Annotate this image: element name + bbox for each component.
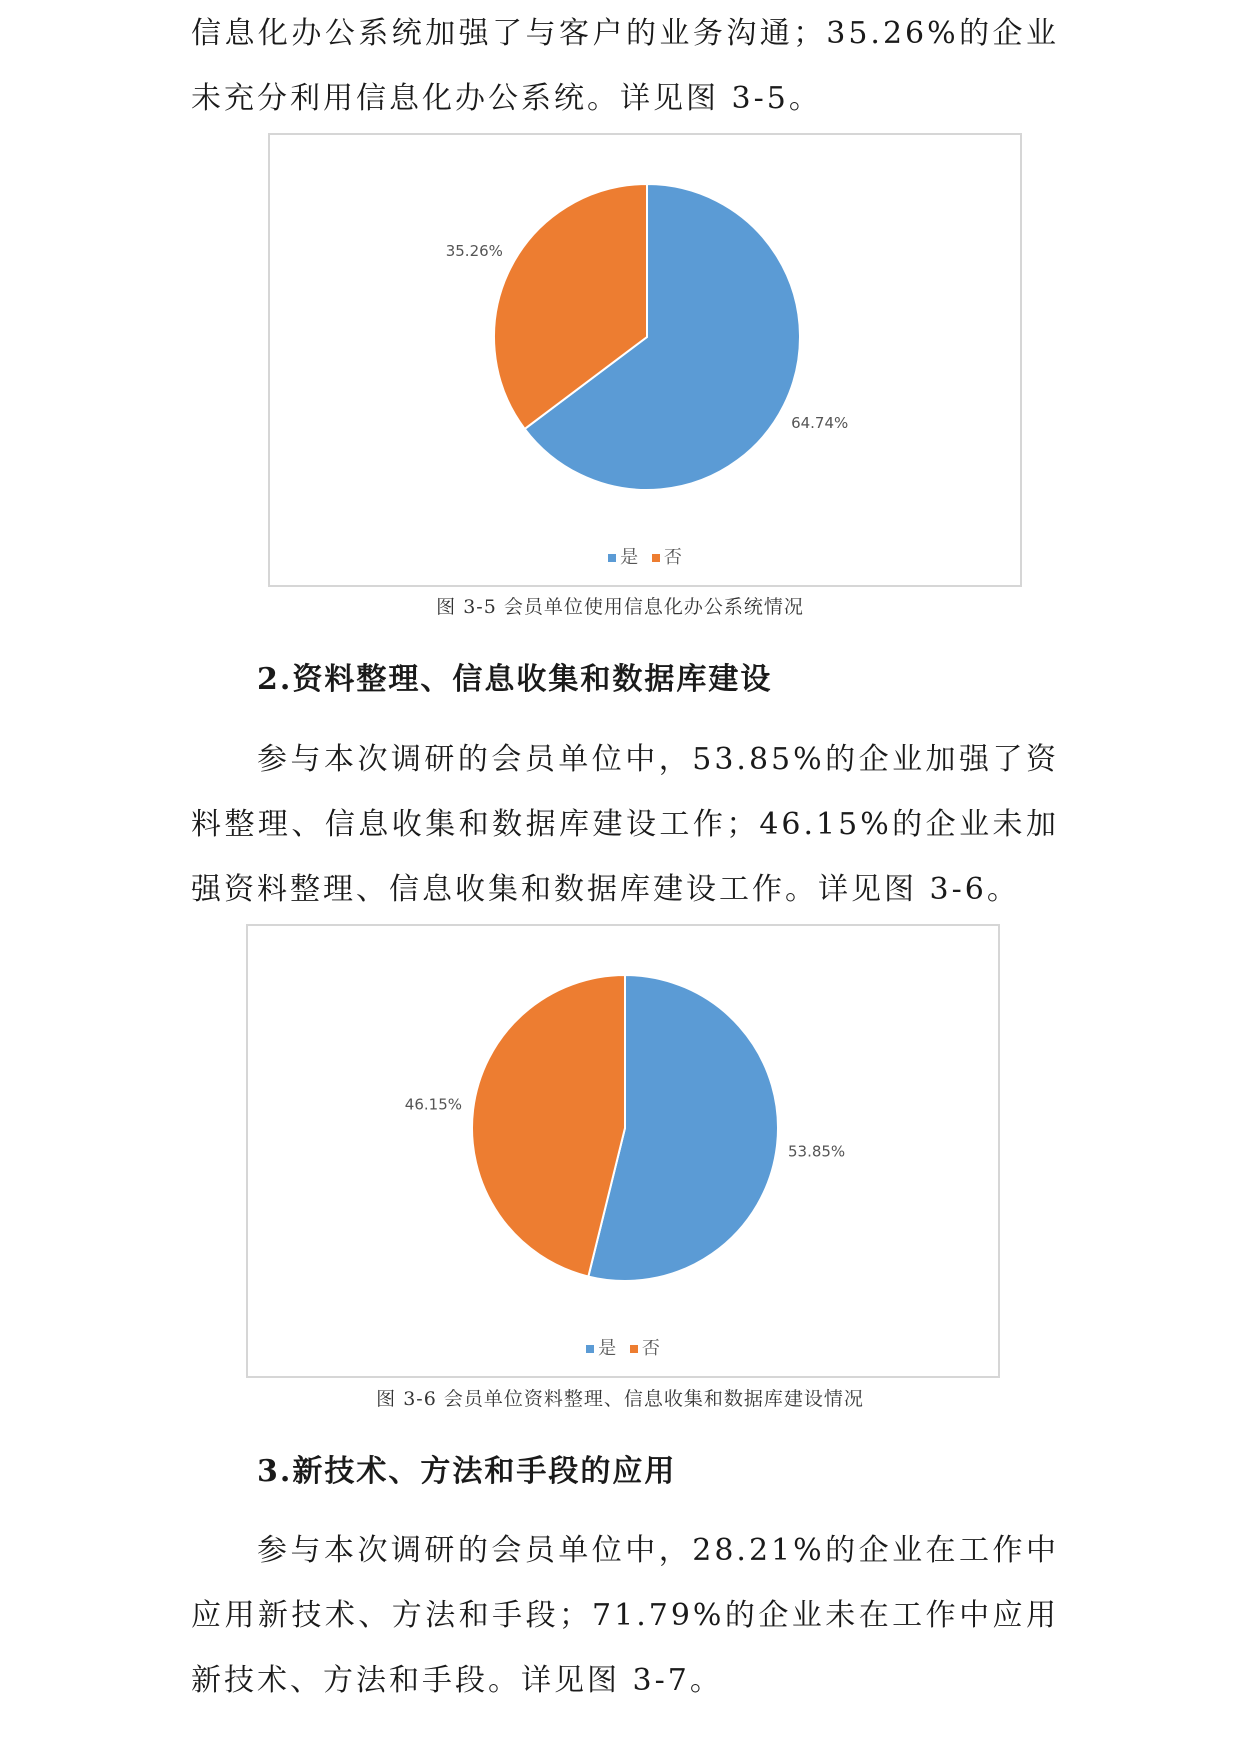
data-label-yes: 53.85% <box>787 1142 846 1161</box>
legend-label-no: 否 <box>641 1338 660 1359</box>
data-label-no: 35.26% <box>445 241 503 260</box>
data-label-no: 46.15% <box>404 1095 463 1114</box>
legend-item-yes <box>586 1334 616 1360</box>
pie-chart-svg <box>270 135 1024 589</box>
chart-legend <box>270 543 1020 569</box>
legend-swatch-yes <box>586 1345 594 1353</box>
paragraph-office-system: 信息化办公系统加强了与客户的业务沟通；35.26%的企业未充分利用信息化办公系统。详见图 3-5。 <box>191 16 1059 116</box>
legend-label-yes: 是 <box>598 1338 617 1359</box>
data-label-yes: 64.74% <box>791 414 849 433</box>
section-heading-3: 3.新技术、方法和手段的应用 <box>257 1454 677 1489</box>
chart-fig-3-6 <box>246 924 1000 1378</box>
legend-swatch-no <box>630 1345 638 1353</box>
chart-legend <box>248 1334 998 1360</box>
legend-swatch-no <box>652 554 660 562</box>
paragraph-data-management: 参与本次调研的会员单位中，53.85%的企业加强了资料整理、信息收集和数据库建设工作；46.15%的企业未加强资料整理、信息收集和数据库建设工作。详见图 3-6。 <box>191 742 1059 907</box>
pie-chart-svg <box>248 926 1002 1380</box>
chart-fig-3-5 <box>268 133 1022 587</box>
figure-caption-3-5: 图 3-5 会员单位使用信息化办公系统情况 <box>436 596 804 618</box>
legend-swatch-yes <box>608 554 616 562</box>
section-heading-2: 2.资料整理、信息收集和数据库建设 <box>257 662 773 697</box>
legend-label-no: 否 <box>663 547 682 568</box>
legend-item-no <box>630 1334 660 1360</box>
legend-label-yes: 是 <box>620 547 639 568</box>
legend-item-no <box>652 543 682 569</box>
figure-caption-3-6: 图 3-6 会员单位资料整理、信息收集和数据库建设情况 <box>376 1388 864 1410</box>
legend-item-yes <box>608 543 638 569</box>
paragraph-new-technology: 参与本次调研的会员单位中，28.21%的企业在工作中应用新技术、方法和手段；71.79%的企业未在工作中应用新技术、方法和手段。详见图 3-7。 <box>191 1533 1059 1698</box>
